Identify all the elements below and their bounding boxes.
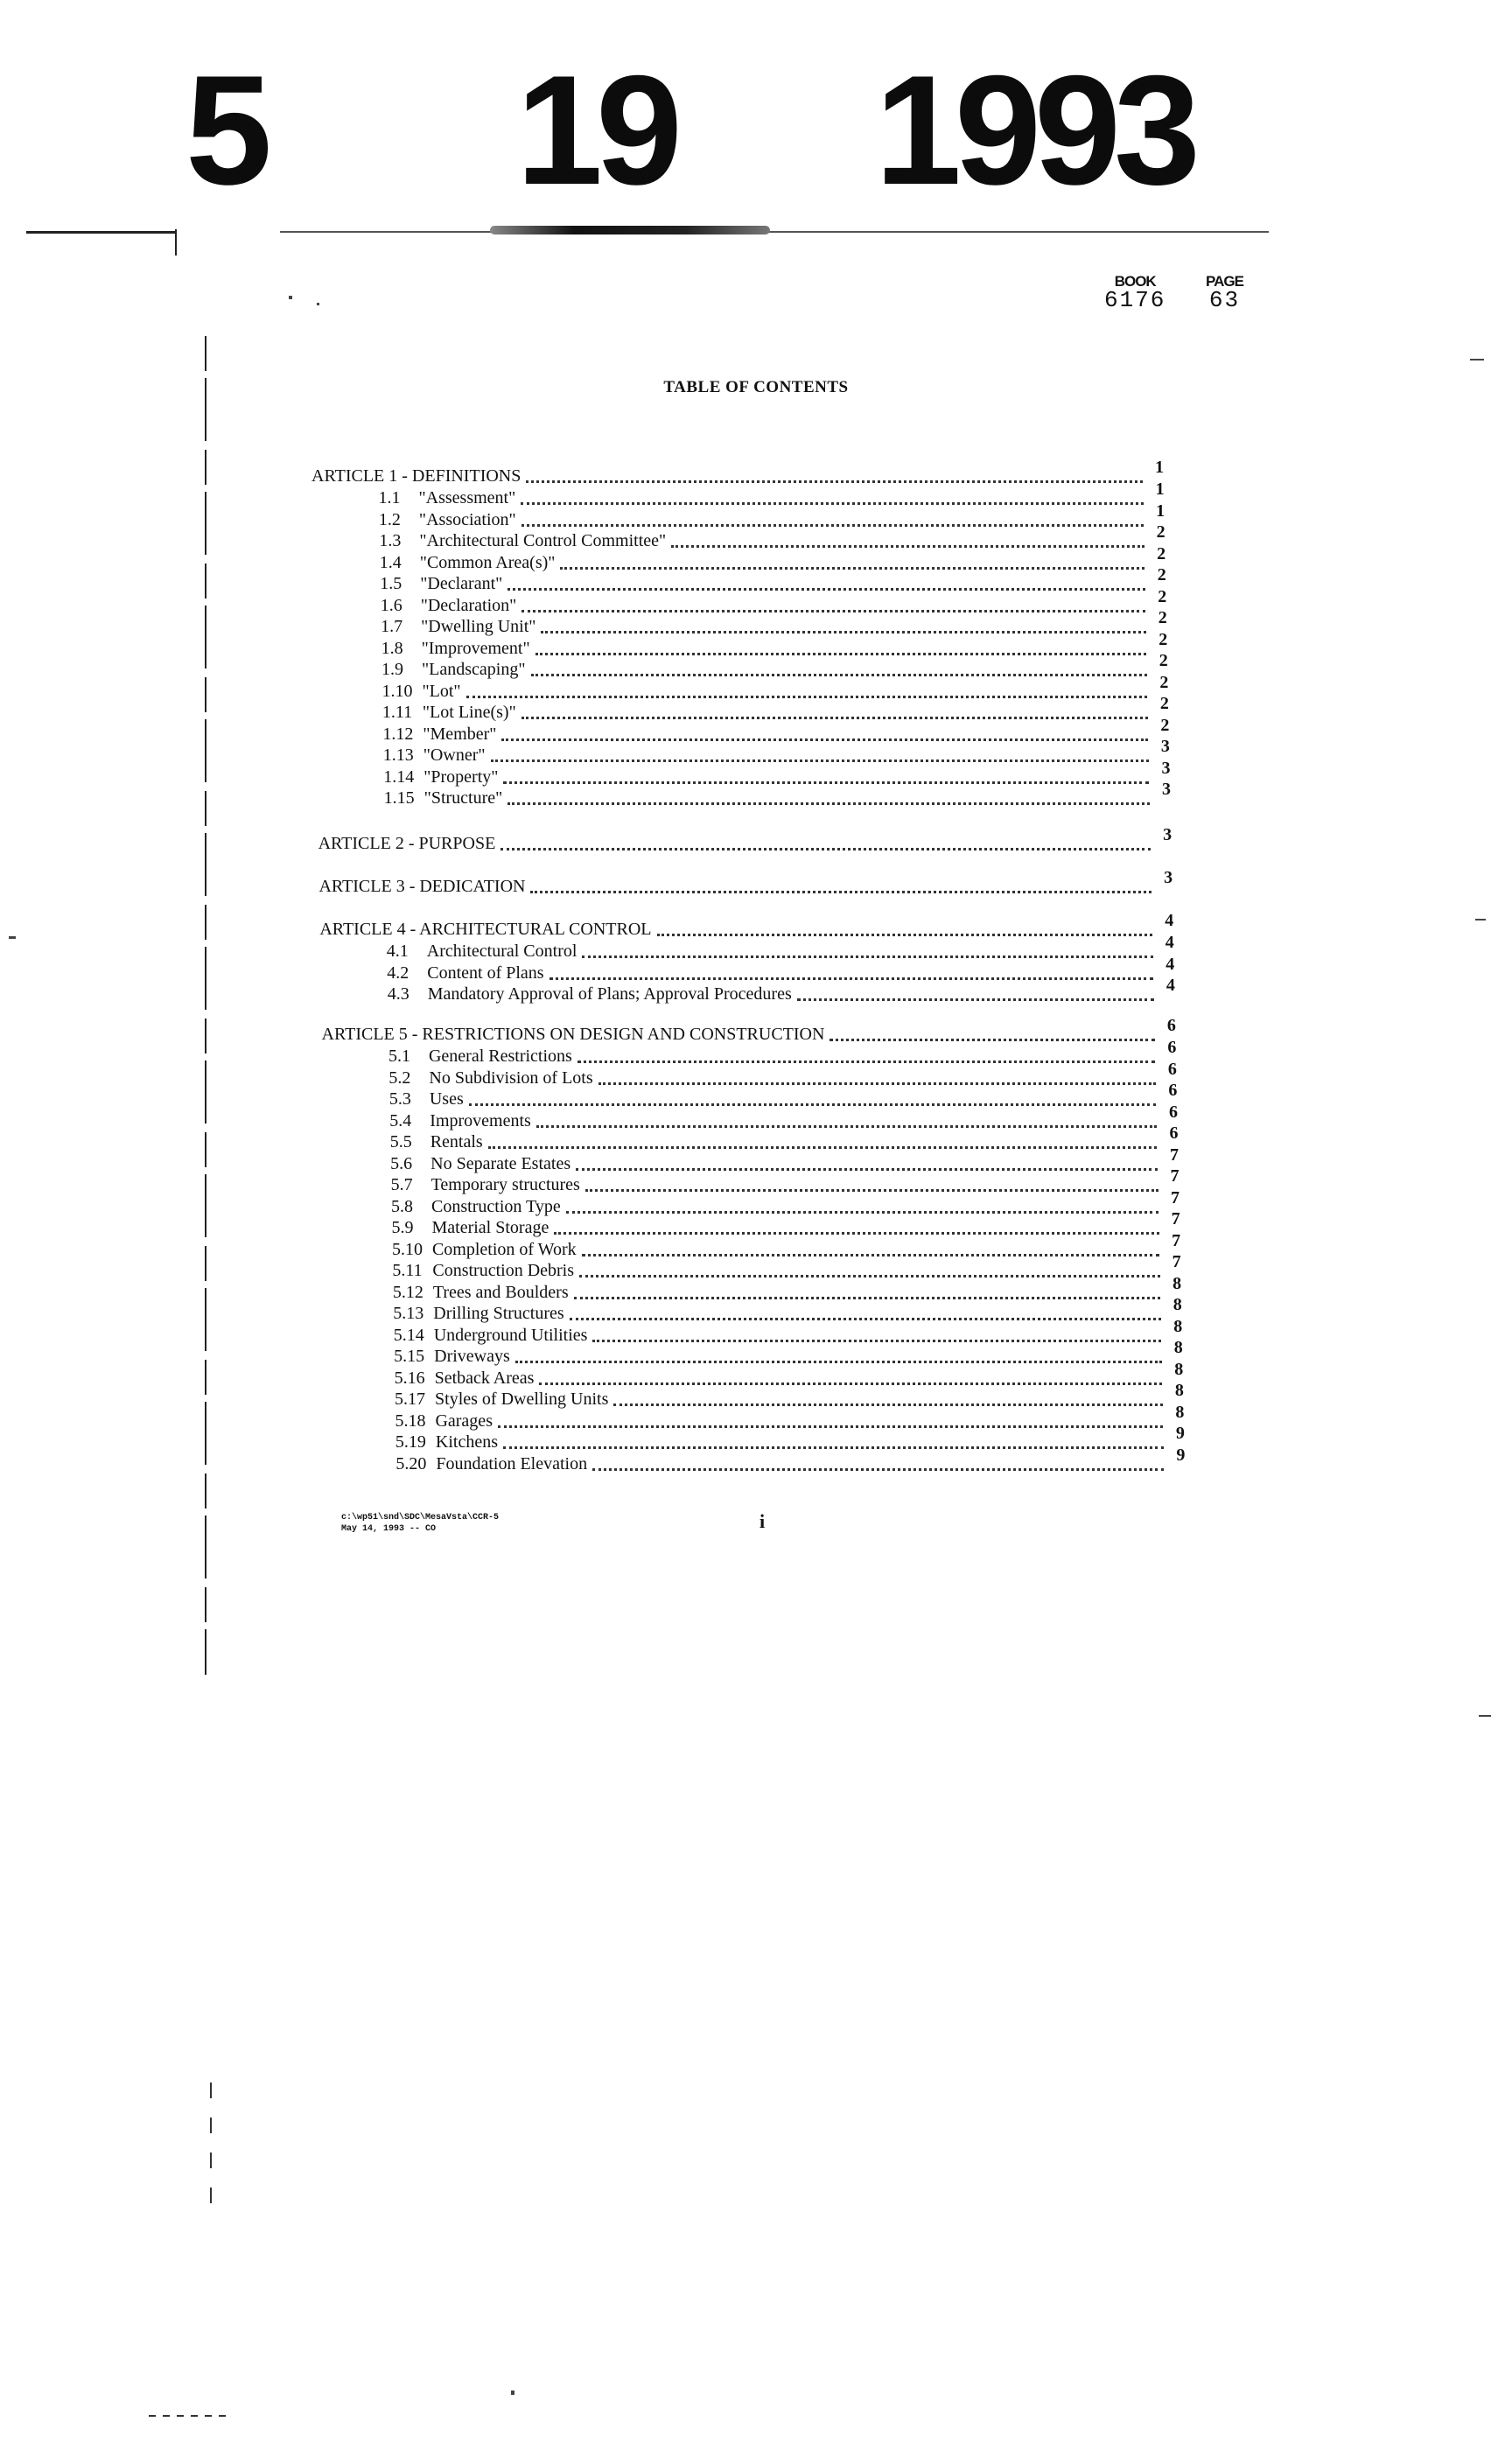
toc-section-entry (393, 1295, 1182, 1324)
scan-speck (1470, 359, 1484, 360)
toc-section-entry (394, 1359, 1184, 1389)
scan-speck (1475, 919, 1486, 920)
toc-page-number: 8 (1174, 1381, 1184, 1400)
toc-page-number: 6 (1166, 1016, 1176, 1035)
toc-page-number: 3 (1161, 780, 1171, 799)
toc-page-number: 4 (1165, 933, 1174, 952)
toc-entry-label: Mandatory Approval of Plans; Approval Procedures (427, 984, 792, 1004)
stamp-year: 1993 (875, 43, 1194, 217)
toc-entry-label: "Association" (418, 509, 516, 529)
toc-page-number: 2 (1158, 629, 1168, 649)
toc-dot-leader (550, 977, 1154, 980)
toc-dot-leader (491, 760, 1149, 762)
toc-section-entry (395, 1424, 1185, 1452)
toc-section-entry (386, 933, 1174, 962)
toc-entry-label: No Separate Estates (430, 1153, 571, 1173)
toc-page-number: 2 (1157, 565, 1166, 584)
toc-page-number: 1 (1155, 458, 1165, 477)
toc-page-number: 8 (1173, 1338, 1183, 1357)
toc-dot-leader (541, 631, 1145, 634)
toc-page-number: 8 (1173, 1316, 1183, 1336)
toc-section-entry (395, 1402, 1185, 1432)
scan-speck (9, 936, 16, 939)
toc-dot-leader (469, 1103, 1157, 1106)
toc-entry-label: Material Storage (431, 1218, 550, 1237)
scan-speck (1479, 1715, 1491, 1717)
toc-page-number: 6 (1167, 1038, 1177, 1057)
toc-page-number: 8 (1175, 1402, 1185, 1422)
toc-section-entry (392, 1252, 1181, 1281)
toc-section-number: 5.2 (388, 1068, 411, 1088)
toc-section-number: 5.8 (391, 1196, 414, 1216)
toc-page-number: 7 (1172, 1252, 1181, 1271)
toc-section-number: 5.18 (395, 1410, 426, 1431)
toc-section-entry (392, 1273, 1182, 1303)
toc-dot-leader (522, 717, 1148, 719)
toc-section-number: 5.9 (391, 1218, 414, 1237)
toc-section-entry (391, 1187, 1180, 1217)
footer-file-info (341, 1512, 499, 1535)
toc-dot-leader (498, 1425, 1163, 1428)
toc-entry-label: Completion of Work (431, 1239, 577, 1259)
toc-section-entry (379, 543, 1166, 573)
toc-dot-leader (521, 502, 1143, 505)
page-label: PAGE (1206, 273, 1243, 290)
toc-page-number: 2 (1160, 715, 1170, 735)
toc-page-number: 7 (1170, 1166, 1180, 1186)
toc-section-entry (389, 1102, 1178, 1131)
toc-page-number: 2 (1159, 694, 1169, 713)
toc-dot-leader (578, 1060, 1156, 1063)
toc-page-number: 2 (1156, 522, 1166, 542)
toc-entry-label: "Improvement" (421, 638, 530, 658)
toc-dot-leader (613, 1404, 1162, 1406)
toc-dot-leader (797, 998, 1154, 1001)
toc-page-number: 9 (1176, 1445, 1186, 1465)
toc-section-number: 1.3 (379, 531, 402, 550)
toc-page-number: 6 (1169, 1124, 1179, 1143)
toc-dot-leader (554, 1232, 1158, 1235)
toc-section-number: 1.9 (382, 660, 403, 679)
toc-page-number: 6 (1168, 1102, 1178, 1122)
toc-dot-leader (539, 1382, 1162, 1385)
toc-section-number: 5.10 (391, 1239, 423, 1259)
toc-entry-label: Garages (435, 1410, 493, 1431)
toc-section-entry (396, 1445, 1186, 1474)
scan-speck (149, 2415, 228, 2417)
toc-dot-leader (582, 1254, 1160, 1256)
toc-section-number: 5.6 (390, 1153, 413, 1173)
toc-title: TABLE OF CONTENTS (663, 378, 849, 396)
toc-section-number: 1.14 (383, 766, 415, 787)
toc-section-entry (395, 1381, 1184, 1410)
toc-section-entry (378, 500, 1166, 530)
toc-section-number: 1.8 (381, 638, 403, 658)
toc-dot-leader (592, 1340, 1161, 1342)
toc-page-number: 2 (1158, 651, 1168, 670)
toc-entry-label: "Architectural Control Committee" (419, 531, 667, 550)
toc-entry-label: Underground Utilities (433, 1325, 588, 1345)
toc-page-number: 7 (1170, 1144, 1179, 1165)
toc-entry-label: "Member" (423, 724, 497, 744)
toc-dot-leader (500, 848, 1151, 850)
toc-page-number: 4 (1166, 954, 1175, 974)
toc-section-entry (387, 976, 1175, 1004)
toc-dot-leader (501, 738, 1148, 741)
toc-entry-label: ARTICLE 1 - DEFINITIONS (312, 466, 522, 486)
toc-page-number: 3 (1161, 758, 1171, 778)
toc-dot-leader (671, 545, 1144, 548)
toc-dot-leader (522, 524, 1144, 527)
toc-dot-leader (592, 1468, 1164, 1471)
scan-speck (289, 296, 292, 299)
toc-entry-label: Driveways (434, 1347, 510, 1366)
toc-entry-label: "Property" (424, 766, 499, 787)
toc-section-number: 5.19 (395, 1432, 426, 1452)
toc-entry-label: Improvements (430, 1110, 531, 1130)
toc-section-entry (388, 1081, 1178, 1110)
toc-section-number: 5.12 (392, 1282, 424, 1302)
toc-page-number: 2 (1157, 543, 1166, 564)
toc-dot-leader (570, 1318, 1161, 1320)
toc-page-number: 3 (1163, 825, 1172, 844)
toc-section-entry (382, 694, 1169, 723)
toc-entry-label: "Structure" (424, 788, 503, 808)
toc-dot-leader (582, 956, 1152, 958)
toc-section-number: 5.16 (394, 1368, 425, 1388)
toc-page-number: 3 (1164, 868, 1173, 887)
toc-section-entry (380, 586, 1167, 616)
toc-dot-leader (526, 480, 1143, 483)
toc-entry-label: General Restrictions (428, 1046, 572, 1066)
toc-entry-label: ARTICLE 4 - ARCHITECTURAL CONTROL (319, 920, 652, 939)
toc-section-number: 4.3 (387, 984, 410, 1004)
toc-section-number: 1.5 (380, 574, 402, 593)
toc-entry-label: Construction Debris (432, 1261, 575, 1280)
toc-dot-leader (830, 1039, 1154, 1041)
toc-section-entry (393, 1316, 1183, 1346)
toc-section-number: 5.1 (388, 1046, 410, 1066)
page-number: i (760, 1510, 766, 1532)
toc-entry-label: "Lot" (422, 681, 461, 701)
toc-entry-label: Uses (429, 1089, 464, 1109)
toc-entry-label: "Assessment" (418, 488, 516, 508)
toc-dot-leader (657, 934, 1153, 936)
stamp-day: 19 (516, 43, 676, 217)
toc-page-number: 1 (1155, 480, 1165, 499)
toc-entry-label: Temporary structures (430, 1175, 580, 1194)
toc-dot-leader (503, 781, 1149, 784)
toc-article-entry (318, 825, 1172, 854)
toc-page-number: 6 (1167, 1059, 1177, 1079)
toc-section-number: 1.13 (382, 746, 414, 765)
stamp-month: 5 (186, 43, 265, 217)
toc-dot-leader (585, 1189, 1158, 1192)
toc-dot-leader (598, 1082, 1156, 1085)
toc-section-number: 5.3 (388, 1089, 411, 1109)
toc-article-entry (319, 911, 1174, 940)
toc-section-number: 1.10 (382, 681, 413, 701)
toc-section-entry (378, 480, 1165, 508)
toc-page-number: 2 (1158, 586, 1167, 606)
toc-dot-leader (522, 610, 1145, 612)
toc-section-entry (391, 1230, 1181, 1260)
toc-dot-leader (503, 1446, 1164, 1449)
toc-page-number: 2 (1159, 672, 1169, 692)
toc-section-entry (388, 1038, 1177, 1067)
toc-section-number: 5.5 (389, 1132, 412, 1152)
toc-page-number: 8 (1174, 1359, 1184, 1379)
page-value: 63 (1208, 287, 1241, 313)
toc-section-entry (390, 1144, 1179, 1174)
toc-section-entry (389, 1124, 1179, 1152)
toc-dot-leader (536, 1125, 1157, 1128)
toc-section-number: 5.20 (396, 1453, 427, 1474)
toc-section-number: 5.7 (390, 1175, 413, 1194)
toc-section-entry (382, 651, 1168, 680)
toc-page-number: 4 (1165, 911, 1174, 930)
toc-dot-leader (531, 674, 1147, 676)
toc-entry-label: Content of Plans (427, 962, 544, 983)
toc-section-number: 5.13 (393, 1304, 424, 1323)
book-value: 6176 (1104, 287, 1166, 313)
toc-section-number: 1.1 (378, 488, 401, 508)
toc-dot-leader (530, 891, 1152, 893)
toc-section-entry (383, 780, 1171, 808)
toc-section-entry (382, 737, 1170, 766)
toc-dot-leader (576, 1168, 1158, 1171)
toc-section-number: 1.15 (383, 788, 415, 808)
toc-section-entry (391, 1209, 1180, 1238)
toc-entry-label: ARTICLE 3 - DEDICATION (318, 877, 526, 896)
toc-section-entry (382, 672, 1169, 702)
toc-section-number: 5.4 (389, 1110, 412, 1130)
toc-dot-leader (488, 1146, 1158, 1149)
toc-dot-leader (508, 588, 1144, 591)
toc-dot-leader (566, 1211, 1158, 1214)
toc-page-number: 7 (1171, 1187, 1180, 1208)
toc-section-number: 4.1 (386, 942, 409, 961)
toc-section-entry (382, 715, 1170, 745)
toc-entry-label: ARTICLE 5 - RESTRICTIONS ON DESIGN AND CONSTRUCTION (321, 1025, 825, 1044)
toc-section-number: 1.4 (379, 552, 402, 572)
toc-section-entry (381, 629, 1168, 659)
toc-section-number: 5.17 (395, 1390, 426, 1409)
toc-section-number: 4.2 (387, 962, 410, 983)
toc-section-entry (390, 1166, 1180, 1195)
toc-page-number: 9 (1175, 1424, 1185, 1443)
toc-page-number: 8 (1172, 1273, 1182, 1293)
toc-entry-label: "Landscaping" (422, 660, 526, 679)
toc-page-number: 4 (1166, 976, 1175, 995)
toc-dot-leader (574, 1297, 1161, 1299)
toc-entry-label: Setback Areas (434, 1368, 535, 1388)
scan-speck (317, 303, 319, 305)
toc-section-number: 1.6 (380, 595, 402, 615)
toc-page-number: 1 (1156, 500, 1166, 521)
toc-dot-leader (579, 1275, 1160, 1278)
toc-article-entry (312, 458, 1165, 486)
toc-entry-label: Foundation Elevation (436, 1453, 588, 1474)
toc-page-number: 3 (1160, 737, 1170, 756)
toc-entry-label: Trees and Boulders (432, 1282, 569, 1302)
toc-entry-label: No Subdivision of Lots (429, 1068, 593, 1088)
toc-page-number: 7 (1172, 1230, 1181, 1250)
book-label: BOOK (1114, 273, 1156, 290)
toc-section-number: 1.2 (378, 509, 401, 529)
toc-page-number: 8 (1172, 1295, 1182, 1314)
toc-page-number: 7 (1171, 1209, 1180, 1228)
toc-section-number: 5.15 (394, 1347, 425, 1366)
toc-entry-label: "Owner" (423, 746, 486, 765)
toc-section-number: 5.11 (392, 1261, 423, 1280)
scan-speck (511, 2390, 514, 2395)
toc-entry-label: "Lot Line(s)" (422, 703, 516, 722)
toc-section-number: 1.11 (382, 703, 413, 722)
toc-section-entry (381, 608, 1167, 637)
toc-dot-leader (515, 1361, 1162, 1363)
toc-entry-label: Architectural Control (426, 942, 578, 961)
toc-section-entry (383, 758, 1171, 788)
margin-mark-lower (210, 2082, 212, 2222)
toc-section-entry (394, 1338, 1183, 1367)
toc-entry-label: ARTICLE 2 - PURPOSE (318, 834, 496, 853)
toc-section-entry (388, 1059, 1177, 1088)
toc-section-number: 5.14 (393, 1325, 424, 1345)
toc-entry-label: "Dwelling Unit" (421, 617, 536, 636)
footer-date: May 14, 1993 -- CO (341, 1524, 437, 1534)
toc-entry-label: "Declarant" (420, 574, 503, 593)
toc-dot-leader (508, 802, 1150, 805)
toc-entry-label: Drilling Structures (433, 1304, 564, 1323)
toc-section-number: 1.7 (381, 617, 403, 636)
toc-article-entry (321, 1016, 1176, 1045)
toc-dot-leader (560, 567, 1144, 570)
toc-entry-label: Rentals (430, 1132, 483, 1152)
toc-entry-label: "Declaration" (420, 595, 517, 615)
toc-page-number: 2 (1158, 608, 1167, 627)
toc-page-number: 6 (1168, 1081, 1178, 1100)
toc-entry-label: Kitchens (435, 1432, 498, 1452)
toc-section-entry (387, 954, 1175, 984)
toc-section-entry (380, 565, 1166, 594)
toc-section-number: 1.12 (382, 724, 414, 744)
toc-dot-leader (536, 653, 1147, 655)
toc-entry-label: "Common Area(s)" (419, 552, 556, 572)
footer-path: c:\wp51\snd\SDC\MesaVsta\CCR-5 (341, 1513, 500, 1522)
toc-entry-label: Styles of Dwelling Units (435, 1390, 609, 1409)
toc-dot-leader (466, 696, 1148, 698)
toc-section-entry (379, 522, 1166, 551)
toc-article-entry (318, 868, 1173, 897)
toc-entry-label: Construction Type (431, 1196, 561, 1216)
